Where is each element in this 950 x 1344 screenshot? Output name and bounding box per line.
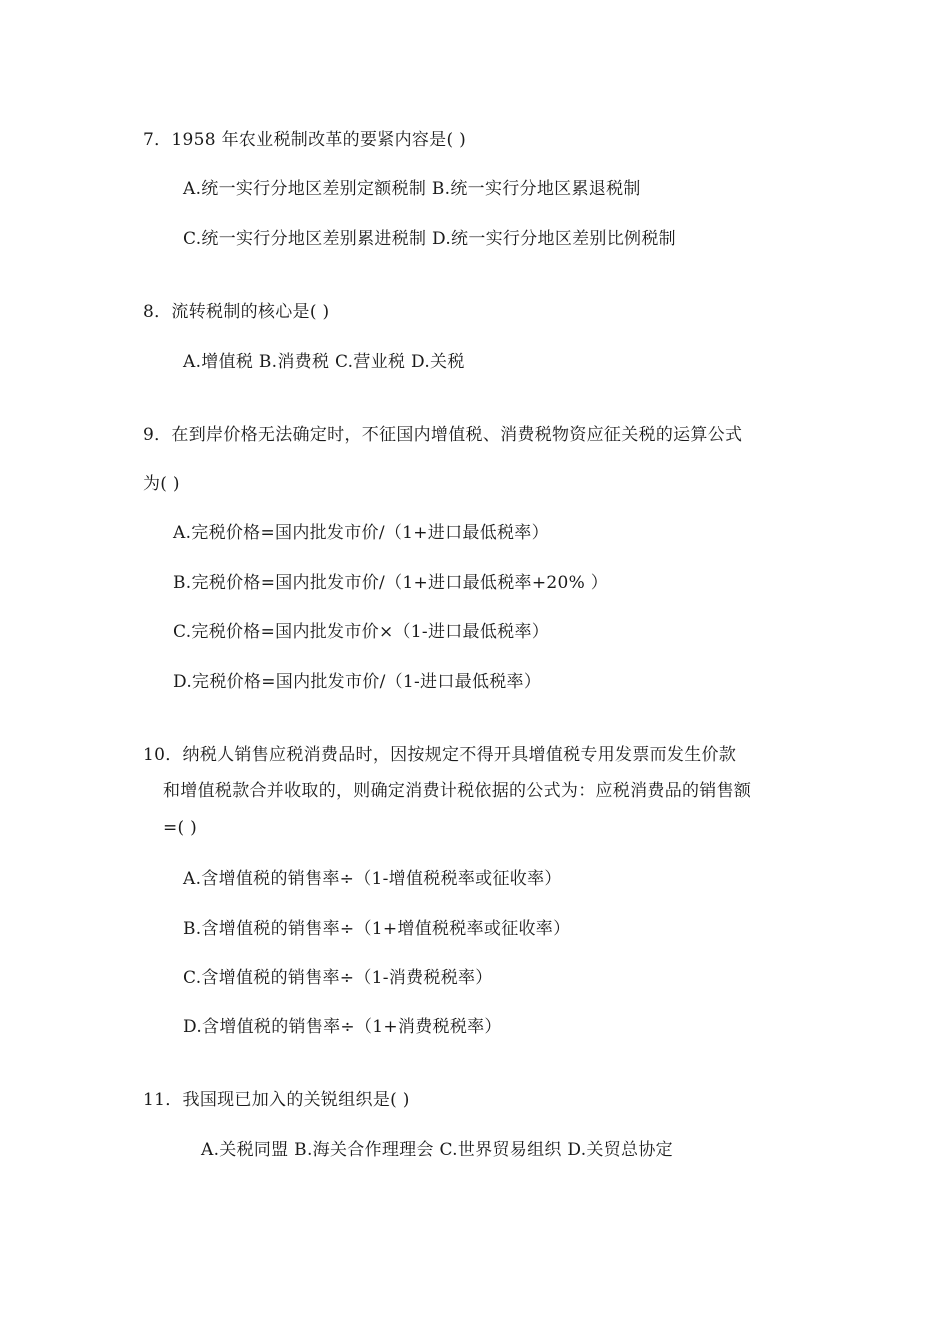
question-10-stem-line-3: =( ) xyxy=(163,818,198,838)
question-7-stem: 7．1958 年农业税制改革的要紧内容是( ) xyxy=(143,130,467,150)
question-9-option-d: D.完税价格=国内批发市价/（1-进口最低税率） xyxy=(173,672,542,692)
question-10-stem-line-1: 10．纳税人销售应税消费品时，因按规定不得开具增值税专用发票而发生价款 xyxy=(143,745,737,765)
question-7-options-line-1: A.统一实行分地区差别定额税制 B.统一实行分地区累退税制 xyxy=(183,179,641,199)
question-11-options-line-1: A.关税同盟 B.海关合作理理会 C.世界贸易组织 D.关贸总协定 xyxy=(201,1140,673,1160)
question-10-option-c: C.含增值税的销售率÷（1-消费税税率） xyxy=(183,968,493,988)
question-10-option-a: A.含增值税的销售率÷（1-增值税税率或征收率） xyxy=(183,869,562,889)
question-7-options-line-2: C.统一实行分地区差别累进税制 D.统一实行分地区差别比例税制 xyxy=(183,229,676,249)
question-9-option-c: C.完税价格=国内批发市价×（1-进口最低税率） xyxy=(173,622,550,642)
question-8-stem: 8．流转税制的核心是( ) xyxy=(143,302,330,322)
question-8-options-line-1: A.增值税 B.消费税 C.营业税 D.关税 xyxy=(183,352,465,372)
question-9-option-a: A.完税价格=国内批发市价/（1+进口最低税率） xyxy=(173,523,549,543)
question-10-option-b: B.含增值税的销售率÷（1+增值税税率或征收率） xyxy=(183,919,571,939)
question-10-option-d: D.含增值税的销售率÷（1+消费税税率） xyxy=(183,1017,502,1037)
question-9-stem-line-2: 为( ) xyxy=(143,474,180,494)
question-11-stem: 11．我国现已加入的关锐组织是( ) xyxy=(143,1090,410,1110)
question-10-stem-line-2: 和增值税款合并收取的，则确定消费计税依据的公式为：应税消费品的销售额 xyxy=(163,781,752,801)
question-9-option-b: B.完税价格=国内批发市价/（1+进口最低税率+20% ） xyxy=(173,573,609,593)
question-9-stem-line-1: 9．在到岸价格无法确定时，不征国内增值税、消费税物资应征关税的运算公式 xyxy=(143,425,743,445)
